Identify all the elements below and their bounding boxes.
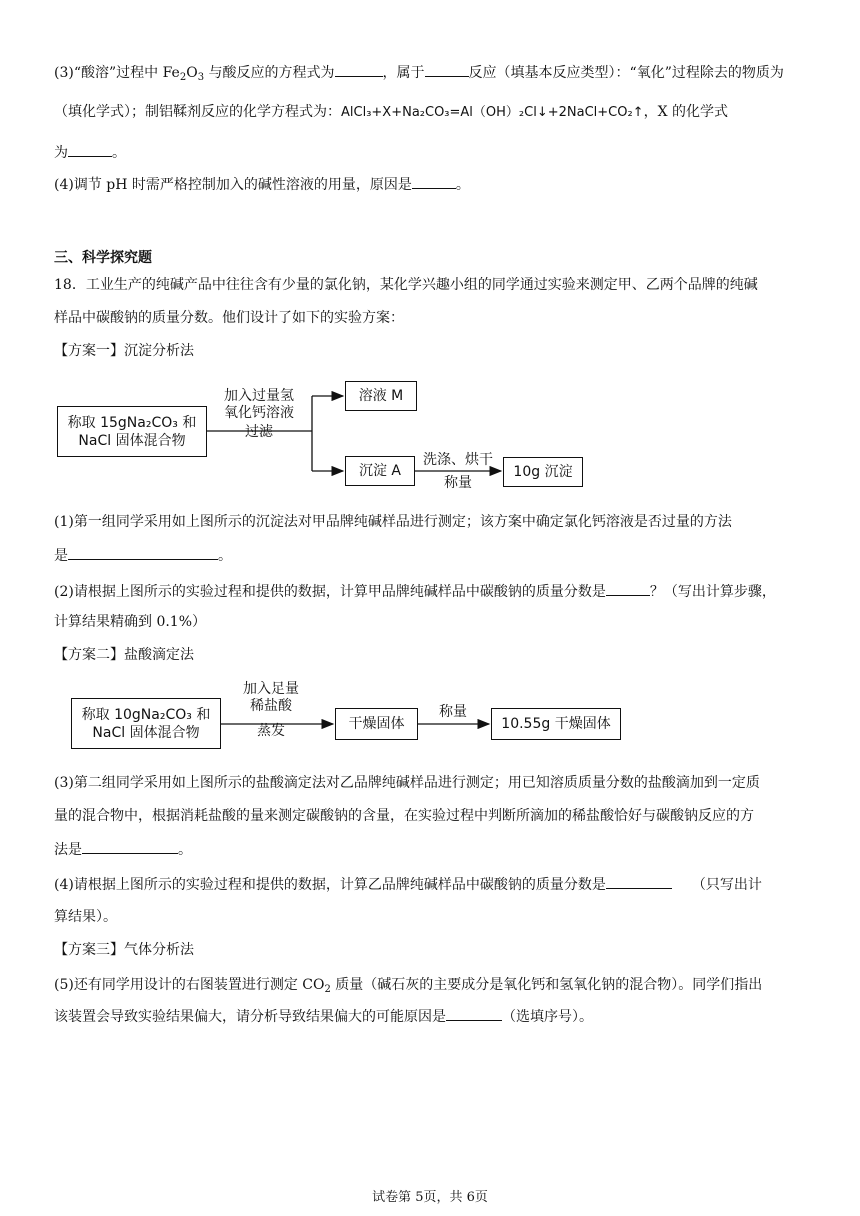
q18-part2-line1: (2)请根据上图所示的实验过程和提供的数据，计算甲品牌纯碱样品中碳酸钠的质量分数是 ？（写出计算步骤，: [54, 581, 776, 602]
q18-part4-line2: 算结果）。: [54, 909, 117, 925]
solution-m-box: 溶液 M: [345, 381, 417, 411]
flow2-end-box: 10.55g 干燥固体: [491, 708, 621, 740]
q18-part5-line2: 该装置会导致实验结果偏大，请分析导致结果偏大的可能原因是 （选填序号）。: [54, 1006, 593, 1027]
answer-blank[interactable]: [606, 874, 672, 889]
q18-intro-line2: 样品中碳酸钠的质量分数。他们设计了如下的实验方案：: [54, 310, 404, 326]
q17-part3-line2: （填化学式）；制铝鞣剂反应的化学方程式为：AlCl₃+X+Na₂CO₃=Al（OH）₂Cl↓+2NaCl+CO₂↑，X 的化学式: [54, 104, 728, 120]
flow1-arrow2-label-bottom: 称量: [444, 475, 472, 491]
plan2-title: 【方案二】盐酸滴定法: [54, 647, 194, 663]
q18-part5-line1: (5)还有同学用设计的右图装置进行测定 $CO_2$ 质量（碱石灰的主要成分是氧化钙和氢氧化钠的混合物）。同学们指出: [54, 977, 763, 995]
dry-solid-box: 干燥固体: [335, 708, 418, 740]
q17-part4: (4)调节 pH 时需严格控制加入的碱性溶液的用量，原因是 。: [54, 174, 470, 195]
q18-intro-line1: 18．工业生产的纯碱产品中往往含有少量的氯化钠，某化学兴趣小组的同学通过实验来测定甲、乙两个品牌的纯碱: [54, 277, 758, 293]
answer-blank[interactable]: [335, 62, 383, 77]
plan1-title: 【方案一】沉淀分析法: [54, 343, 194, 359]
flow1-arrow2-label-top: 洗涤、烘干: [423, 452, 493, 468]
flow2-arrow2-label: 称量: [439, 704, 467, 720]
q18-part1-line1: (1)第一组同学采用如上图所示的沉淀法对甲品牌纯碱样品进行测定；该方案中确定氯化钙溶液是否过量的方法: [54, 514, 732, 530]
page-footer: 试卷第 5页，共 6页: [372, 1190, 488, 1205]
flow1-end-box: 10g 沉淀: [503, 457, 583, 487]
flow1-start-box: 称取 15gNa₂CO₃ 和 NaCl 固体混合物: [57, 406, 207, 457]
q18-part3-line3: 法是 。: [54, 839, 192, 860]
answer-blank[interactable]: [606, 581, 650, 596]
answer-blank[interactable]: [68, 545, 218, 560]
precipitate-a-box: 沉淀 A: [345, 456, 415, 486]
q17-part3-line3: 为 。: [54, 142, 126, 163]
q18-part4-line1: (4)请根据上图所示的实验过程和提供的数据，计算乙品牌纯碱样品中碳酸钠的质量分数是 （只写出计: [54, 874, 762, 895]
flow2-start-box: 称取 10gNa₂CO₃ 和 NaCl 固体混合物: [71, 698, 221, 749]
flow2-arrow-label: 加入足量 稀盐酸 蒸发: [243, 681, 299, 739]
answer-blank[interactable]: [446, 1006, 502, 1021]
q18-part1-line2: 是 。: [54, 545, 232, 566]
answer-blank[interactable]: [412, 174, 456, 189]
answer-blank[interactable]: [425, 62, 469, 77]
answer-blank[interactable]: [68, 142, 112, 157]
q18-part3-line1: (3)第二组同学采用如上图所示的盐酸滴定法对乙品牌纯碱样品进行测定；用已知溶质质量分数的盐酸滴加到一定质: [54, 775, 760, 791]
section-title: 三、科学探究题: [54, 250, 152, 266]
reaction-equation: AlCl₃+X+Na₂CO₃=Al（OH）₂Cl↓+2NaCl+CO₂↑: [341, 105, 644, 120]
answer-blank[interactable]: [82, 839, 178, 854]
q18-part2-line2: 计算结果精确到 0.1%）: [54, 614, 207, 630]
q17-part3-line1: (3)“酸溶”过程中 $Fe_2O_3$ 与酸反应的方程式为 ，属于 反应（填基本反应类型）：“氧化”过程除去的物质为: [54, 62, 784, 83]
plan3-title: 【方案三】气体分析法: [54, 942, 194, 958]
q18-part3-line2: 量的混合物中，根据消耗盐酸的量来测定碳酸钠的含量，在实验过程中判断所滴加的稀盐酸恰好与碳酸钠反应的方: [54, 808, 754, 824]
flow1-arrow-label: 加入过量氢 氧化钙溶液 过滤: [224, 388, 294, 440]
